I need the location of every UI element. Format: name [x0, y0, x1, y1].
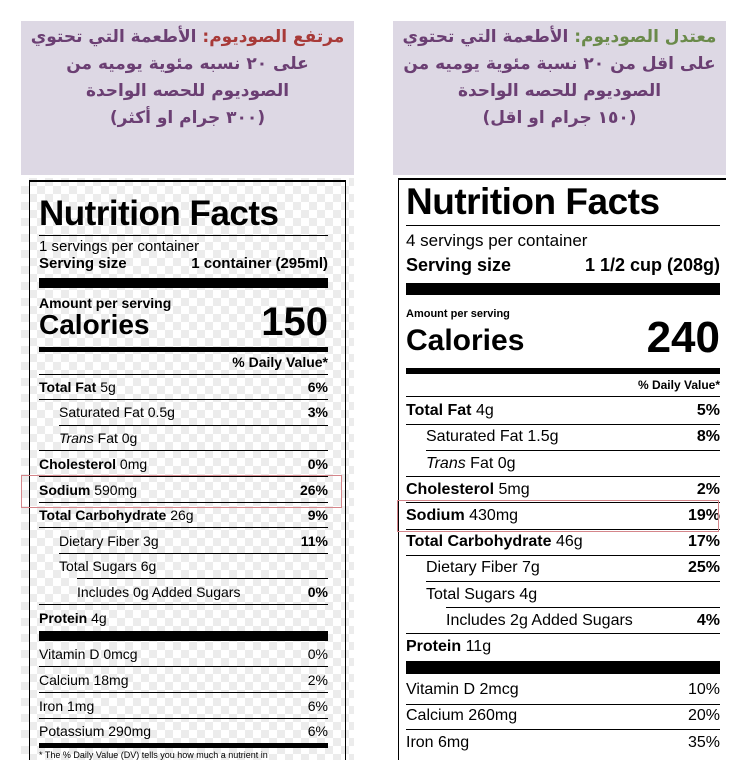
vitamin-dv: 6%: [307, 723, 328, 739]
nutrient-dv: 3%: [307, 404, 328, 420]
nutrient-row-trans-fat: [59, 430, 328, 446]
divider: [406, 555, 720, 556]
nutrient-name: Includes 2g Added Sugars: [446, 612, 633, 629]
nutrient-row-saturated-fat: [426, 428, 720, 446]
divider: [39, 399, 328, 400]
moderate-sodium-label: معتدل الصوديوم:: [574, 27, 717, 47]
nutrient-amount: 1.5g: [527, 428, 559, 445]
divider: [39, 374, 328, 375]
daily-value-header: % Daily Value*: [232, 354, 328, 370]
high-sodium-label: مرتفع الصوديوم:: [202, 27, 345, 47]
vitamin-dv: 20%: [687, 707, 720, 724]
vitamin-row: [39, 646, 328, 662]
left-nutrition-label: [29, 180, 346, 760]
nutrient-name: Total Fat: [39, 379, 97, 395]
nutrient-row-protein: [39, 610, 328, 626]
footnote: * The % Daily Value (DV) tells you how much a nutrient in: [39, 750, 268, 760]
nutrient-dv: 8%: [696, 428, 720, 445]
nutrition-facts-title: Nutrition Facts: [39, 194, 279, 233]
vitamin-row: [39, 698, 328, 714]
divider: [406, 476, 720, 477]
moderate-sodium-header-line1-rest: الأطعمة التي تحتوي: [402, 27, 575, 47]
nutrient-name: Dietary Fiber: [59, 533, 140, 549]
vitamin-name: Calcium 260mg: [406, 707, 518, 724]
right-nutrition-label: [398, 178, 726, 760]
divider: [406, 633, 720, 634]
nutrient-row-added-sugars: [446, 612, 720, 630]
nutrient-amount: Fat 0g: [470, 455, 516, 472]
left-label-content: [39, 180, 328, 760]
vitamin-dv: 10%: [687, 681, 720, 698]
sodium-highlight-box: [397, 500, 719, 532]
moderate-sodium-header: [393, 21, 726, 175]
serving-size-value: 1 1/2 cup (208g): [584, 255, 720, 275]
calories-value: 240: [646, 313, 720, 362]
nutrient-row-total-carbohydrate: [39, 507, 328, 523]
vitamin-row: [406, 734, 720, 752]
left-border: [398, 178, 399, 760]
nutrient-dv: 19%: [687, 507, 720, 524]
vitamin-name: Vitamin D 0mcg: [39, 646, 138, 662]
nutrient-name: Includes 0g Added Sugars: [77, 584, 241, 600]
nutrient-amount: 26g: [170, 507, 194, 523]
divider: [59, 425, 328, 426]
serving-size-label: Serving size: [406, 255, 512, 275]
nutrient-name: Cholesterol: [406, 481, 495, 498]
nutrient-name: Sodium: [39, 482, 91, 498]
amount-per-serving: Amount per serving: [406, 308, 510, 320]
vitamin-row: [39, 672, 328, 688]
nutrient-dv: 2%: [696, 481, 720, 498]
nutrient-amount: 46g: [555, 533, 583, 550]
divider: [406, 424, 720, 425]
serving-size: [39, 255, 328, 272]
nutrient-amount: 5mg: [498, 481, 530, 498]
divider: [39, 666, 328, 667]
divider: [426, 581, 720, 582]
thick-divider: [39, 631, 328, 641]
nutrient-row-total-fat: [406, 402, 720, 420]
divider: [426, 450, 720, 451]
divider: [77, 578, 328, 579]
vitamin-dv: 35%: [687, 734, 720, 751]
divider: [39, 604, 328, 605]
nutrient-amount: 0.5g: [147, 404, 175, 420]
nutrient-row-total-carbohydrate: [406, 533, 720, 551]
high-sodium-header-line1: [21, 24, 354, 51]
nutrient-amount: 11g: [465, 638, 492, 655]
vitamin-name: Iron 1mg: [39, 698, 95, 714]
high-sodium-header-line1-rest: الأطعمة التي تحتوي: [30, 27, 203, 47]
nutrient-row-dietary-fiber: [59, 533, 328, 549]
divider: [406, 396, 720, 397]
nutrient-name: Protein: [406, 638, 462, 655]
vitamin-row: [406, 681, 720, 699]
vitamin-name: Calcium 18mg: [39, 672, 129, 688]
nutrient-amount: 590mg: [94, 482, 138, 498]
calories-label: Calories: [406, 324, 525, 357]
medium-divider: [406, 368, 720, 374]
nutrient-amount: 0mg: [119, 456, 148, 472]
nutrient-name: Dietary Fiber: [426, 559, 518, 576]
vitamin-name: Iron 6mg: [406, 734, 470, 751]
serving-size-label: Serving size: [39, 255, 127, 272]
nutrient-row-protein: [406, 638, 720, 656]
moderate-sodium-header-line1: [393, 24, 726, 51]
moderate-sodium-header-line2: على اقل من ٢٠ نسبة مئوية يوميه من: [403, 54, 716, 74]
nutrient-dv: 6%: [307, 379, 328, 395]
nutrient-name: Saturated Fat: [59, 404, 144, 420]
nutrient-name: Sodium: [406, 507, 465, 524]
nutrient-row-cholesterol: [39, 456, 328, 472]
nutrient-name: Protein: [39, 610, 88, 626]
nutrient-amount: 7g: [522, 559, 540, 576]
high-sodium-header-line4: (٣٠٠ جرام او أكثر): [109, 108, 266, 128]
high-sodium-header: [21, 21, 354, 175]
nutrient-name: Total Sugars: [59, 558, 137, 574]
nutrient-amount: 4g: [519, 586, 538, 603]
serving-size: [406, 255, 720, 276]
moderate-sodium-header-line3: الصوديوم للحصه الواحدة: [457, 81, 662, 101]
nutrient-name: Trans: [59, 430, 94, 446]
divider: [39, 527, 328, 528]
nutrient-dv: 5%: [696, 402, 720, 419]
vitamin-name: Vitamin D 2mcg: [406, 681, 519, 698]
nutrient-row-total-fat: [39, 379, 328, 395]
vitamin-row: [406, 707, 720, 725]
medium-divider: [39, 743, 328, 748]
thick-divider: [39, 278, 328, 288]
vitamin-dv: 0%: [307, 646, 328, 662]
nutrient-amount: 3g: [143, 533, 159, 549]
nutrient-dv: 9%: [307, 507, 328, 523]
divider: [406, 704, 720, 705]
nutrient-dv: 0%: [307, 584, 328, 600]
nutrient-name: Total Carbohydrate: [39, 507, 167, 523]
nutrient-name: Total Carbohydrate: [406, 533, 552, 550]
high-sodium-header-line3: الصوديوم للحصه الواحدة: [85, 81, 290, 101]
serving-size-value: 1 container (295ml): [191, 255, 328, 272]
thick-divider: [406, 661, 720, 674]
nutrient-dv: 4%: [696, 612, 720, 629]
servings-per-container: 4 servings per container: [406, 231, 588, 250]
amount-per-serving: Amount per serving: [39, 295, 172, 311]
right-label-content: [406, 178, 720, 760]
divider: [39, 692, 328, 693]
nutrient-name: Trans: [426, 455, 466, 472]
vitamin-row: [39, 723, 328, 739]
nutrient-amount: 4g: [91, 610, 107, 626]
divider: [39, 718, 328, 719]
nutrition-facts-title: Nutrition Facts: [406, 181, 660, 222]
nutrient-amount: 430mg: [469, 507, 519, 524]
nutrient-amount: Fat 0g: [97, 430, 138, 446]
nutrient-row-trans-fat: [426, 455, 720, 473]
nutrient-row-saturated-fat: [59, 404, 328, 420]
divider: [406, 225, 720, 226]
medium-divider: [39, 347, 328, 352]
daily-value-header: % Daily Value*: [637, 378, 720, 392]
nutrient-dv: 25%: [687, 559, 720, 576]
divider: [59, 553, 328, 554]
sodium-highlight-box: [21, 475, 342, 508]
nutrient-amount: 5g: [100, 379, 116, 395]
divider: [39, 235, 328, 236]
divider: [406, 729, 720, 730]
vitamin-name: Potassium 290mg: [39, 723, 152, 739]
nutrient-row-total-sugars: [59, 558, 328, 574]
servings-per-container: 1 servings per container: [39, 238, 200, 255]
nutrient-name: Saturated Fat: [426, 428, 523, 445]
nutrient-dv: 26%: [299, 482, 328, 498]
calories-label: Calories: [39, 309, 150, 340]
vitamin-dv: 6%: [307, 698, 328, 714]
thick-divider: [406, 283, 720, 295]
divider: [446, 607, 720, 608]
nutrient-dv: 0%: [307, 456, 328, 472]
nutrient-amount: 4g: [475, 402, 494, 419]
nutrient-name: Total Fat: [406, 402, 472, 419]
divider: [39, 450, 328, 451]
calories-value: 150: [261, 300, 328, 344]
vitamin-dv: 2%: [307, 672, 328, 688]
nutrient-row-added-sugars: [77, 584, 328, 600]
moderate-sodium-header-line4: (١٥٠ جرام او اقل): [482, 108, 637, 128]
nutrient-dv: 11%: [300, 533, 328, 549]
nutrient-dv: 17%: [687, 533, 720, 550]
nutrient-row-dietary-fiber: [426, 559, 720, 577]
nutrient-row-cholesterol: [406, 481, 720, 499]
nutrient-amount: 6g: [140, 558, 157, 574]
high-sodium-header-line2: على ٢٠ نسبه مئوية يوميه من: [66, 54, 309, 74]
nutrient-name: Total Sugars: [426, 586, 515, 603]
nutrient-name: Cholesterol: [39, 456, 117, 472]
nutrient-row-total-sugars: [426, 586, 720, 604]
